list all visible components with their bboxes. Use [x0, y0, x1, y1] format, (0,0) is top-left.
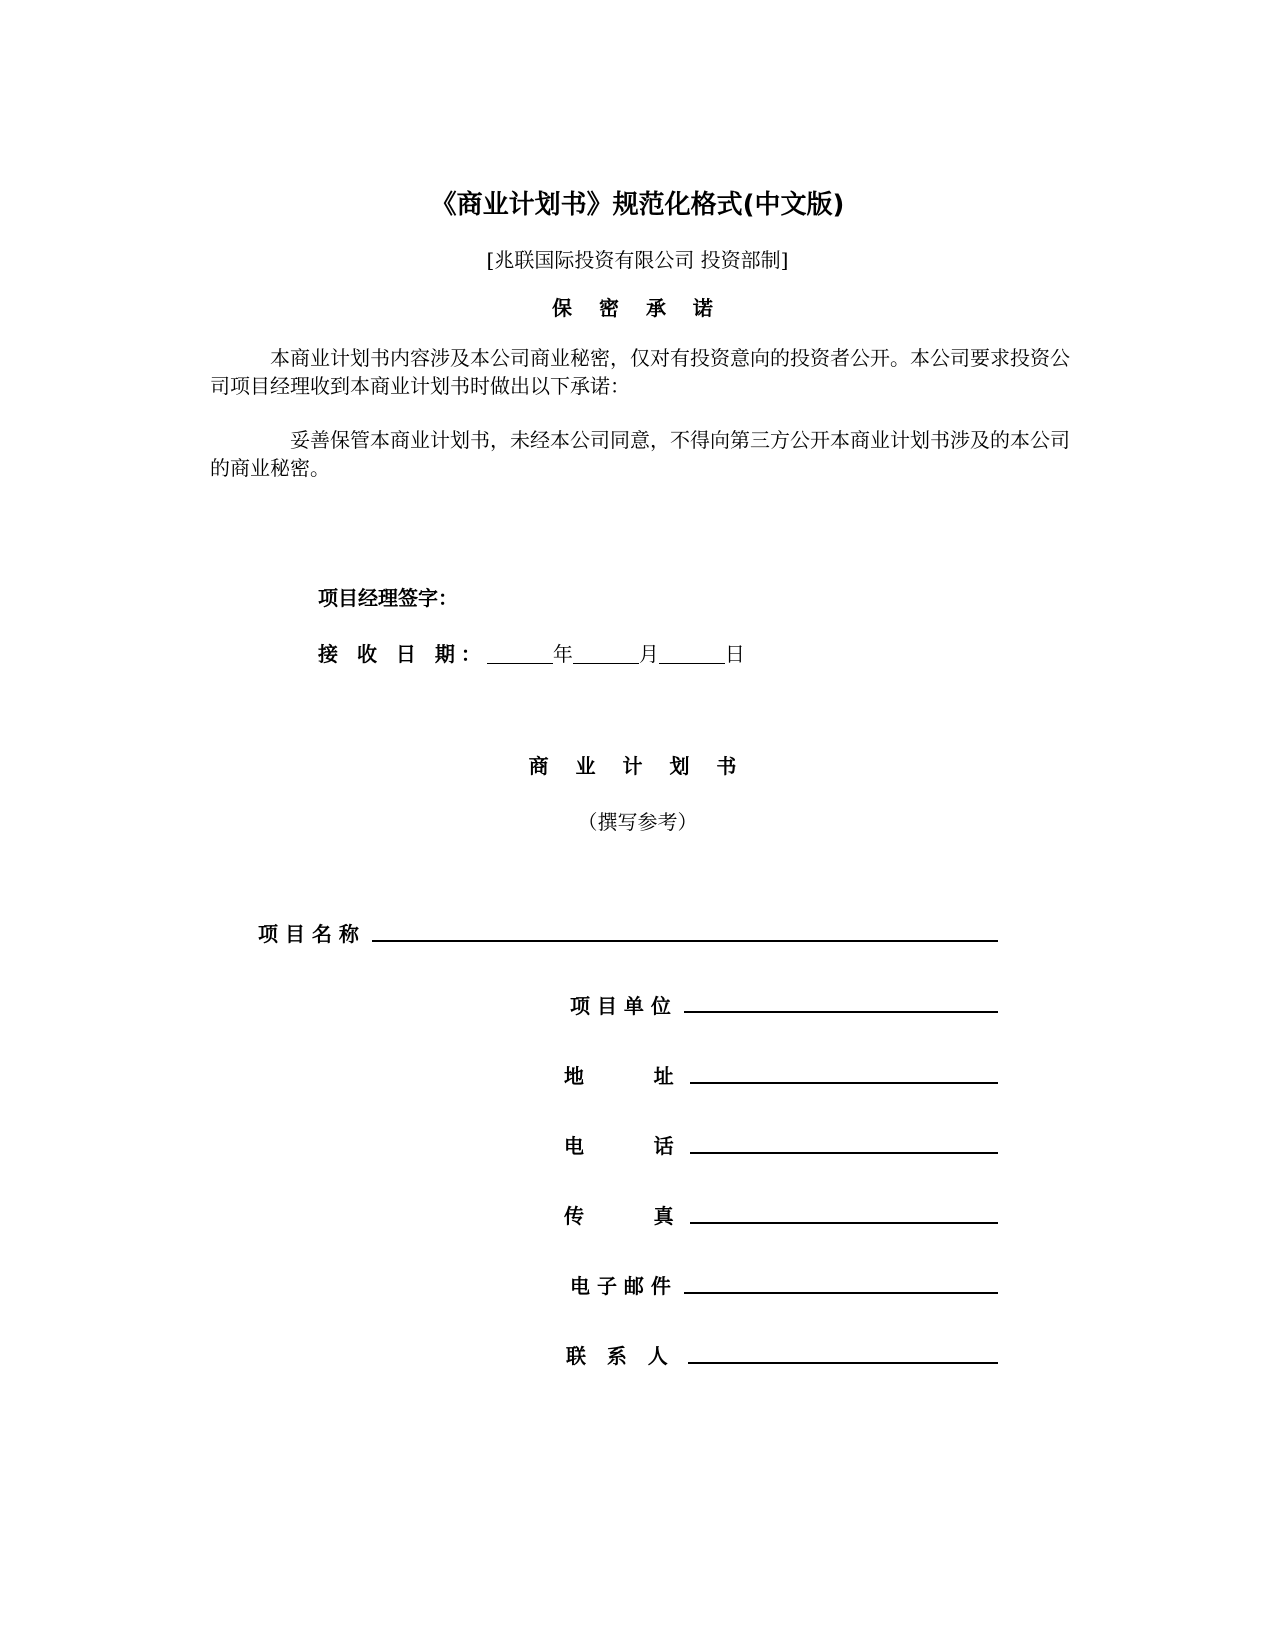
receive-date-row [318, 638, 745, 667]
address-label: 地 址 [564, 1064, 674, 1088]
address-line[interactable] [690, 1082, 998, 1084]
contact-line[interactable] [688, 1362, 998, 1364]
email-label: 电 子 邮 件 [570, 1274, 671, 1298]
plan-subheading: （撰写参考） [577, 810, 698, 834]
document-subtitle: [兆联国际投资有限公司 投资部制] [486, 248, 789, 272]
fax-label: 传 真 [564, 1204, 674, 1228]
receive-date-label: 接 收 日 期： [318, 642, 487, 666]
day-label: 日 [724, 642, 745, 666]
month-blank[interactable] [573, 643, 639, 664]
confidentiality-paragraph-2: 妥善保管本商业计划书，未经本公司同意，不得向第三方公开本商业计划书涉及的本公司的商业秘密。 [210, 428, 1070, 480]
project-unit-label: 项 目 单 位 [570, 994, 671, 1018]
phone-line[interactable] [690, 1152, 998, 1154]
year-label: 年 [552, 642, 573, 666]
phone-label: 电 话 [564, 1134, 674, 1158]
project-name-line[interactable] [372, 940, 998, 942]
email-line[interactable] [684, 1292, 998, 1294]
year-blank[interactable] [487, 643, 553, 664]
plan-heading: 商 业 计 划 书 [528, 754, 747, 778]
confidentiality-paragraph-1: 本商业计划书内容涉及本公司商业秘密，仅对有投资意向的投资者公开。本公司要求投资公司项目经理收到本商业计划书时做出以下承诺： [210, 346, 1070, 398]
confidentiality-heading: 保 密 承 诺 [552, 296, 723, 320]
document-title: 《商业计划书》规范化格式(中文版) [430, 190, 845, 220]
manager-signature-label: 项目经理签字： [318, 586, 458, 610]
project-name-label: 项 目 名 称 [258, 922, 359, 946]
project-unit-line[interactable] [684, 1011, 998, 1013]
fax-line[interactable] [690, 1222, 998, 1224]
contact-label: 联 系 人 [566, 1344, 668, 1368]
month-label: 月 [638, 642, 659, 666]
day-blank[interactable] [659, 643, 725, 664]
